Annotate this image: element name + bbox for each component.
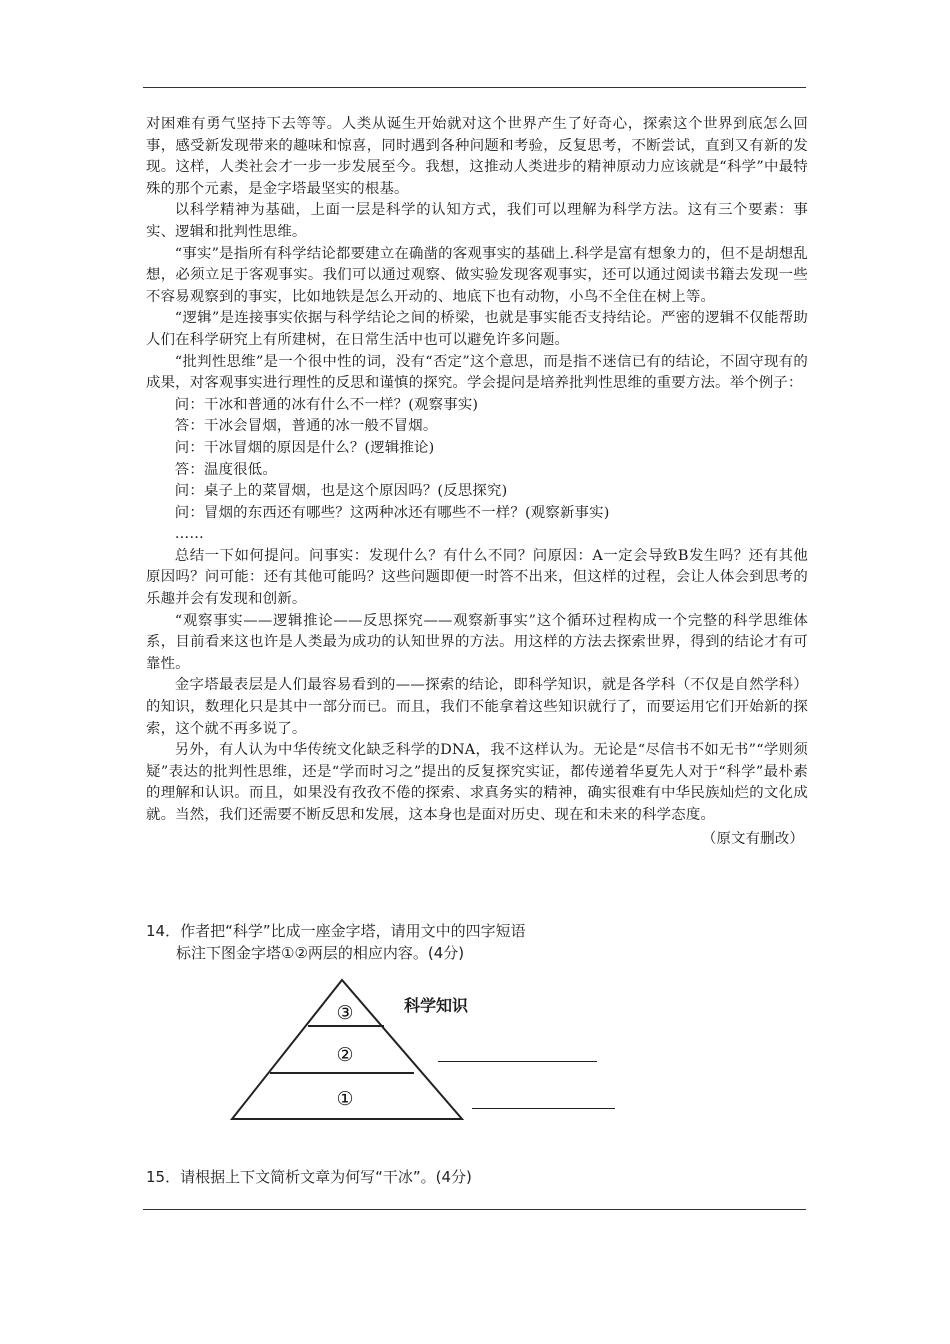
pyramid-layer-2-marker: ② xyxy=(336,1044,354,1066)
answer-blank-layer-2[interactable] xyxy=(438,1061,597,1062)
dialog-line: 问：桌子上的菜冒烟，也是这个原因吗？(反思探究) xyxy=(174,483,508,500)
paragraph: 金字塔最表层是人们最容易看到的——探索的结论，即科学知识，就是各学科（不仅是自然学科）的知识，数理化只是其中一部分而已。而且，我们不能拿着这些知识就行了，而要运用它们开始新的探索，这个就不再多说了。 xyxy=(146,677,808,737)
top-rule xyxy=(143,87,806,88)
paragraph: 另外，有人认为中华传统文化缺乏科学的DNA，我不这样认为。无论是“尽信书不如无书”“学则须疑”表达的批判性思维，还是“学而时习之”提出的反复探究实证，都传递着华夏先人对于“科学”最朴素的理解和认识。而且，如果没有孜孜不倦的探索、求真务实的精神，确实很难有中华民族灿烂的文化成就。当然，我们还需要不断反思和发展，这本身也是面对历史、现在和未来的科学态度。 xyxy=(146,742,808,823)
source-note: （原文有删改） xyxy=(701,830,804,847)
dialog-line: 答：干冰会冒烟，普通的冰一般不冒烟。 xyxy=(174,418,438,435)
dialog-line: 答：温度很低。 xyxy=(174,461,277,478)
pyramid-layer-3-marker: ③ xyxy=(336,1002,354,1024)
dialog-line: 问：干冰和普通的冰有什么不一样？(观察事实) xyxy=(174,396,479,413)
paragraph: 对困难有勇气坚持下去等等。人类从诞生开始就对这个世界产生了好奇心，探索这个世界到底怎么回事，感受新发现带来的趣味和惊喜，同时遇到各种问题和考验，反复思考，不断尝试，直到又有新的发现。这样，人类社会才一步一步发展至今。我想，这推动人类进步的精神原动力应该就是“科学”中最特殊的那个元素，是金字塔最坚实的根基。 xyxy=(146,116,808,197)
question-14-line-1: 14．作者把“科学”比成一座金字塔，请用文中的四字短语 xyxy=(146,922,526,940)
dialog-line: …… xyxy=(174,526,204,543)
dialog-line: 问：冒烟的东西还有哪些？这两种冰还有哪些不一样？(观察新事实) xyxy=(174,504,610,521)
paragraph: 以科学精神为基础，上面一层是科学的认知方式，我们可以理解为科学方法。这有三个要素：事实、逻辑和批判性思维。 xyxy=(146,202,808,240)
pyramid-layer-1-marker: ① xyxy=(336,1088,354,1110)
passage-text xyxy=(146,114,808,850)
answer-blank-layer-1[interactable] xyxy=(472,1108,615,1109)
paragraph: “观察事实——逻辑推论——反思探究——观察新事实”这个循环过程构成一个完整的科学思维体系，目前看来这也许是人类最为成功的认知世界的方法。用这样的方法去探索世界，得到的结论才有可靠性。 xyxy=(146,612,808,672)
dialog-line: 问：干冰冒烟的原因是什么？(逻辑推论) xyxy=(174,439,435,456)
paragraph: “事实”是指所有科学结论都要建立在确凿的客观事实的基础上.科学是富有想象力的，但不是胡想乱想，必须立足于客观事实。我们可以通过观察、做实验发现客观事实，还可以通过阅读书籍去发现一些不容易观察到的事实，比如地铁是怎么开动的、地底下也有动物，小鸟不全住在树上等。 xyxy=(146,245,808,305)
paragraph: 总结一下如何提问。问事实：发现什么？有什么不同？问原因：A一定会导致B发生吗？还有其他原因吗？问可能：还有其他可能吗？这些问题即便一时答不出来，但这样的过程，会让人体会到思考的乐趣并会有发现和创新。 xyxy=(146,547,808,608)
pyramid-top-label: 科学知识 xyxy=(404,996,469,1015)
paragraph: “逻辑”是连接事实依据与科学结论之间的桥梁，也就是事实能否支持结论。严密的逻辑不仅能帮助人们在科学研究上有所建树，在日常生活中也可以避免许多问题。 xyxy=(146,310,808,348)
question-15: 15．请根据上下文简析文章为何写“干冰”。(4分) xyxy=(146,1168,472,1186)
paragraph: “批判性思维”是一个很中性的词，没有“否定”这个意思，而是指不迷信已有的结论，不固守现有的成果，对客观事实进行理性的反思和谨慎的探究。学会提问是培养批判性思维的重要方法。举个例子： xyxy=(146,353,808,392)
bottom-rule xyxy=(143,1209,806,1210)
question-14-line-2: 标注下图金字塔①②两层的相应内容。(4分) xyxy=(176,944,465,962)
question-14 xyxy=(146,920,526,964)
